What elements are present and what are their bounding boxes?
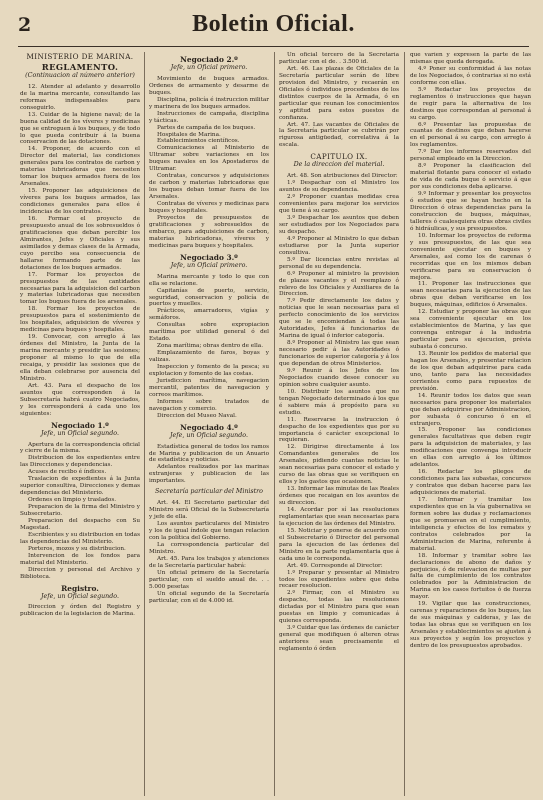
header-rule: [18, 46, 529, 47]
chapter-subtitle: De la direccion del material.: [293, 161, 385, 169]
paragraph: 1.º Preparar y presentar al Ministro todos los expedientes sobre que deba recaer resolucion.: [279, 569, 399, 590]
page-number: 2: [18, 14, 32, 36]
paragraph: 4.º Poner su conformidad á las notas de los Negociados, ó contrarias si no está conforme con ellas.: [410, 65, 531, 86]
paragraph: 15. Proponer las condiciones generales facultativas que deben regir para la adquisicion de materiales, y las modificaciones que convenga introducir en ellas con arreglo á los últimos adelantos.: [410, 427, 531, 469]
column-3: [279, 52, 399, 798]
paragraph: 6.º Proponer al ministro la provision de plazas vacantes y el reemplazo ó relevo de los Oficiales y Auxiliares de la Direccion.: [279, 270, 399, 298]
negociado-staff: Jefe, un Oficial segundo.: [170, 431, 248, 439]
column-4: [410, 52, 531, 798]
paragraph: 9.º Informar y presentar los proyectos ó estudios que se hayan hecho en la Direccion ó otras dependencias para la construccion de buques, máquinas, talleres ó cualesquiera otras obras civiles ó hidráulicas, y sus presupuestos.: [410, 191, 531, 232]
paragraph: 8.º Proponer al Ministro las que sean necesario pedir á las Autoridades ó funcionarios de superior categoría y á los que dependan de otros Ministerios.: [279, 340, 399, 367]
paragraph: Direccion y personal del Archivo y Biblioteca.: [20, 566, 140, 580]
paragraph: 7.º Dar los informes reservados del personal empleado en la Direccion.: [410, 149, 531, 163]
paragraph: Escribientes y su distribucion en todas las dependencias del Ministerio.: [20, 531, 140, 545]
paragraph: 9.º Reunir á los Jefes de los Negociados cuando desee conocer su opinion sobre cualquier asunto.: [279, 367, 399, 388]
negociado-staff: Jefe, un Oficial segundo.: [41, 429, 119, 437]
paragraph: 16. Formar el proyecto de presupuesto anual de los sobresueldos ó gratificaciones que deban percibir los Almirantes, Jefes y Oficiales y sus asimilados y demas clases de la Armada, cuyo percibo sea consecuencia de hallarse formando parte de las dotaciones de los buques armados.: [20, 215, 140, 271]
paragraph: Preparacion de la firma del Ministro y Subsecretario.: [20, 504, 140, 518]
paragraph: Contratas de víveres y medicinas para buques y hospitales.: [149, 201, 269, 215]
paragraph: 8.º Proponer la clasificacion del material flotante para conocer el estado de vida de cada buque ó servicio á que por sus condiciones deba aplicarse.: [410, 163, 531, 191]
registro-staff: Jefe, un Oficial segundo.: [41, 592, 119, 600]
paragraph: Estadística general de todos los ramos de Marina y publicacion de un Anuario de estadística y noticias.: [149, 443, 269, 464]
paragraph: 11. Proponer las instrucciones que sean necesarias para la ejecucion de las obras que deban verificarse en los buques, máquinas, edificios ó Arsenales.: [410, 281, 531, 309]
paragraph: Art. 46. Las plazas de Oficiales de la Secretaría particular serán de libre provision del Ministro, y recaerán en Oficiales ó individuos procedentes de los distintos cuerpos de la Armada, ó en particular que reunan los conocimientos y aptitud para estos puestos de confianza.: [279, 65, 399, 121]
paragraph: Marina mercante y todo lo que con ella se relacione.: [149, 273, 269, 287]
section-heading: REGLAMENTO.: [41, 61, 119, 72]
paragraph: Preparacion del despacho con Su Magestad.: [20, 518, 140, 531]
paragraph: Capitanías de puerto, servicio, seguridad, conservacion y policía de puertos y muelles.: [149, 287, 269, 308]
paragraph: Informes sobre tratados de navegacion y comercio.: [149, 398, 269, 412]
paragraph: Partes de campaña de los buques.: [157, 124, 256, 131]
paragraph: 12. Dirigirse directamente á los Comandantes generales de los Arsenales, pidiendo cuantas noticias le sean necesarias para conocer el estado y curso de las obras que se verifiquen en ellos y los gastos que ocasionen.: [279, 444, 399, 486]
paragraph: Direccion y órden del Registro y publicacion de la legislacion de Marina.: [20, 604, 140, 618]
paragraph: 13. Informar las minutas de las Reales órdenes que recaigan en los asuntos de su direccion.: [279, 486, 399, 507]
paragraph: 5.º Redactar los proyectos de reglamentos ó instrucciones que hayan de regir para la alternativa de los destinos que correspondan al personal á su cargo.: [410, 86, 531, 121]
paragraph: 14. Reunir todos los datos que sean necesarios para proponer los materiales que deban adquirirse por Administracion, por subasta ó concurso ó en el extranjero.: [410, 392, 531, 427]
paragraph: Comunicaciones al Ministerio de Ultramar sobre variaciones en los buques navales en los Apostaderos de Ultramar.: [149, 145, 269, 173]
paragraph: La correspondencia particular del Ministro.: [149, 541, 269, 555]
negociado-heading: Negociado 3.º: [180, 252, 238, 262]
secretaria-heading: Secretaría particular del Ministro: [155, 488, 263, 496]
paragraph: 10. Informar los proyectos de reforma y sus presupuestos, de las que sea conveniente ejecutar en buques y Arsenales, así como los de carenas ó recorridas que en los mismos deban verificarse para su conservacion ó mejora.: [410, 232, 531, 281]
paragraph: Porteros, mozos y su distribucion.: [28, 545, 126, 552]
paragraph: Inspeccion y fomento de la pesca; su explotacion y fomento de las costas.: [149, 364, 269, 377]
negociado-heading: Negociado 2.º: [180, 55, 238, 64]
paragraph: Consultas sobre expropiacion marítima por utilidad general ó del Estado.: [149, 322, 269, 343]
column-2: [149, 52, 269, 798]
negociado-staff: Jefe, un Oficial primero.: [170, 63, 248, 71]
paragraph: Adelantos realizados por las marinas extranjeras y publicacion de las importantes.: [149, 464, 269, 485]
paragraph: Movimiento de buques armados. Ordenes de armamento y desarme de buques.: [149, 75, 269, 96]
column-divider: [274, 52, 275, 796]
salary-line: Un oficial tercero de la Secretaría particular con el de. . 3.500 id.: [279, 52, 399, 65]
paragraph: 19. Vigilar que las construcciones, carenas y reparaciones de los buques, las de sus máquinas y calderas, y las de todas las obras que se verifiquen en los Arsenales y establecimientos se ajusten á sus proyectos y según los proyectos y dentro de los presupuestos aprobados.: [410, 601, 531, 650]
paragraph: 1.º Despachar con el Ministro los asuntos de su dependencia.: [279, 180, 399, 194]
paragraph: Acuses de recibo é índices.: [28, 469, 107, 476]
paragraph: 13. Reunir los pedidos de material que hagan los Arsenales, y presentar relacion de los que deban adquirirse para cada uno, tanto para las necesidades corrientes como para repuestos de previsión.: [410, 350, 531, 392]
paragraph: Instrucciones de campaña, disciplina y tácticas.: [149, 110, 269, 124]
paragraph: 7.º Pedir directamente los datos y noticias que le sean necesarias para el perfecto conocimiento de los servicios que se le encomiendan á todas las Autoridades, Jefes á funcionarios de Marina de igual ó inferior categoría.: [279, 298, 399, 340]
paragraph: Establecimientos científicos.: [157, 138, 240, 145]
paragraph: 14. Acordar por sí las resoluciones reglamentarias que sean necesarias para la ejecucion de las órdenes del Ministro.: [279, 507, 399, 527]
paragraph: 5.º Dar licencias entre revistas al personal de su dependencia.: [279, 256, 399, 270]
paragraph: 6.º Presentar las propuestas de cuantas de destinos que deban hacerse en el personal á su cargo, con arreglo á los reglamentos.: [410, 121, 531, 149]
paragraph: 2.º Proponer cuantas medidas crea convenientes para mejorar los servicios que tiene á su cargo.: [279, 194, 399, 215]
paragraph: Emplazamiento de faros, boyas y valizas.: [149, 350, 269, 364]
paragraph: Contratas, concursos y adquisiciones de carbon y materias lubricadoras que los buques deban tomar fuera de los Arsenales.: [149, 173, 269, 201]
paragraph: Art. 49. Corresponde al Director:: [287, 562, 383, 569]
paragraph: que varíen y expresen la parte de las mismas que queda derogada.: [410, 52, 531, 65]
column-1: [20, 52, 140, 798]
salary-line: Un oficial primero de la Secretaría particular, con el sueldo anual de. . . 5.000 pesetas: [149, 569, 269, 590]
paragraph: Traslacion de expedientes á la Junta superior consultiva, Direcciones y demas dependencias del Ministerio.: [20, 476, 140, 497]
paragraph: Los asuntos particulares del Ministro y los de igual índole que tengan relacion con la política del Gobierno.: [149, 521, 269, 541]
paragraph: 17. Formar los proyectos de presupuestos de las cantidades necesarias para la adquisicion del carbon y materias lubricadoras que necesiten tomar los buques fuera de los arsenales.: [20, 271, 140, 306]
paragraph: 14. Proponer, de acuerdo con el Director del material, las condiciones generales para los contratos de carbon y materias lubricadoras que necesiten tomar los buques armados fuera de los Arsenales.: [20, 146, 140, 188]
continuation-note: (Continuacion al número anterior): [25, 71, 135, 79]
paragraph: Art. 43. Para el despacho de los asuntos que corresponden á la Subsecretaría habrá cuatro Negociados, y les corresponderá á cada uno los siguientes:: [20, 382, 140, 417]
paragraph: 19. Convocar, con arreglo á las órdenes del Ministro, la Junta de la marina mercante y presidir las sesiones; proponer al mismo lo que de ella recaiga, y presidir las sesiones que de ella deban celebrarse por ausencia del Ministro.: [20, 334, 140, 382]
paragraph: 12. Atender al adelanto y desarrollo de la marina mercante, consultando las reformas indispensables para conseguirlo.: [20, 83, 140, 111]
negociado-heading: Negociado 1.º: [51, 420, 109, 430]
column-divider: [144, 52, 145, 796]
paragraph: 4.º Proponer al Ministro lo que deban estudiarse por la Junta superior consultiva.: [279, 235, 399, 256]
ministry-heading: MINISTERIO DE MARINA.: [26, 52, 134, 61]
page-header: [18, 8, 529, 42]
paragraph: Direccion del Museo Naval.: [157, 412, 237, 419]
paragraph: 13. Cuidar de la higiene naval; de la buena calidad de los víveres y medicinas que se entreguen á los buques, y de todo lo que pueda contribuir á la buena conservacion de las dotaciones.: [20, 111, 140, 146]
paragraph: Apertura de la correspondencia oficial y cierre de la misma.: [20, 441, 140, 455]
paragraph: 15. Proponer las adquisiciones de víveres para los buques armados, las condiciones generales para ellos é incidencias de los contratos.: [20, 188, 140, 216]
salary-line: Un oficial segundo de la Secretaría particular, con el de 4.000 id.: [149, 590, 269, 604]
negociado-heading: Negociado 4.º: [180, 422, 238, 432]
paragraph: 17. Informar y tramitar los expedientes que en la vía gubernativa se formen sobre las dudas y reclamaciones que se promuevan en el cumplimiento, inteligencia y efectos de los remates y contratos celebrados por la Administracion de Marina, referente á material.: [410, 497, 531, 552]
paragraph: 3.º Despachar los asuntos que deben ser estudiados por los Negociados para su despacho.: [279, 214, 399, 235]
paragraph: 18. Informar y tramitar sobre las declaraciones de abono de daños y perjuicios, ó de relevacion de multas por falta de cumplimiento de los contratos celebrados por la Administracion de Marina en los casos fortuitos ó de fuerza mayor.: [410, 552, 531, 601]
negociado-staff: Jefe, un Oficial primero.: [170, 261, 248, 269]
paragraph: Art. 47. Las vacantes de Oficiales de la Secretaría particular se cubrirán por rigurosa antigüedad, correlativa á la escala.: [279, 121, 399, 149]
chapter-heading: CAPITULO IX.: [310, 152, 368, 162]
paragraph: Art. 44. El Secretario particular del Ministro será Oficial de la Subsecretaría y jefe de ella.: [149, 500, 269, 521]
paragraph: Distribucion de los expedientes entre las Direcciones y dependencias.: [20, 455, 140, 469]
paragraph: 3.º Cuidar que las órdenes de carácter general que modifiquen ó alteren otras anteriores sean precisamente el reglamento ó órden: [279, 625, 399, 653]
paragraph: Intervencion de los fondos para material del Ministerio.: [20, 552, 140, 566]
paragraph: Art. 45. Para los trabajos y atenciones de la Secretaría particular habrá:: [149, 555, 269, 569]
gazette-title: Boletin Oficial.: [192, 11, 355, 37]
paragraph: Jurisdiccion marítima, navegacion mercantil, patentes de navegacion y correos marítimos.: [149, 377, 269, 398]
paragraph: 11. Reservarse la instruccion ó despacho de los expedientes que por su importancia ó carácter excepcional lo requieran.: [279, 416, 399, 444]
paragraph: Art. 48. Son atribuciones del Director:: [287, 173, 398, 180]
paragraph: Disciplina, policía é instruccion militar y marinera de los buques armados.: [149, 96, 269, 110]
paragraph: Proyectos de presupuestos de gratificaciones y sobresueldos de embarco, para adquisiciones de carbon, materias lubricadoras, víveres y medicinas para buques y hospitales.: [149, 214, 269, 249]
paragraph: Prácticos, amarradores, vigías y semáforos.: [149, 308, 269, 322]
paragraph: 18. Formar los proyectos de presupuestos para el sostenimiento de los hospitales, adquisicion de víveres y medicinas para buques y hospitales.: [20, 306, 140, 334]
paragraph: 2.º Firmar, con el Ministro su despacho, todas las resoluciones dictadas por el Ministro para que sean puestas en limpio y comunicadas á quienes corresponda.: [279, 590, 399, 625]
paragraph: 15. Noticiar y ponerse de acuerdo con el Subsecretario ó Director del personal para la ejecucion de las órdenes del Ministro en la parte reglamentaria que á cada uno le corresponda.: [279, 527, 399, 562]
column-divider: [404, 52, 405, 796]
paragraph: 10. Distribuir los asuntos que no tengan Negociado determinado á los que é sabiere más á propósito para su estudio.: [279, 388, 399, 416]
paragraph: Hospitales de Marina.: [157, 131, 221, 138]
paragraph: 12. Estudiar y proponer las obras que sea conveniente ejecutar en los establecimientos de Marina, y las que convenga entregar á la industria particular para su ejecucion, prévia subasta ó concurso.: [410, 309, 531, 351]
paragraph: 16. Redactar los pliegos de condiciones para las subastas, concursos y contratos que deban hacerse para las adquisiciones de material.: [410, 469, 531, 497]
registro-heading: Registro.: [61, 583, 99, 593]
paragraph: Zona marítima; obras dentro de ella.: [157, 343, 263, 350]
paragraph: Ordenes en limpio y traslados.: [28, 497, 117, 504]
